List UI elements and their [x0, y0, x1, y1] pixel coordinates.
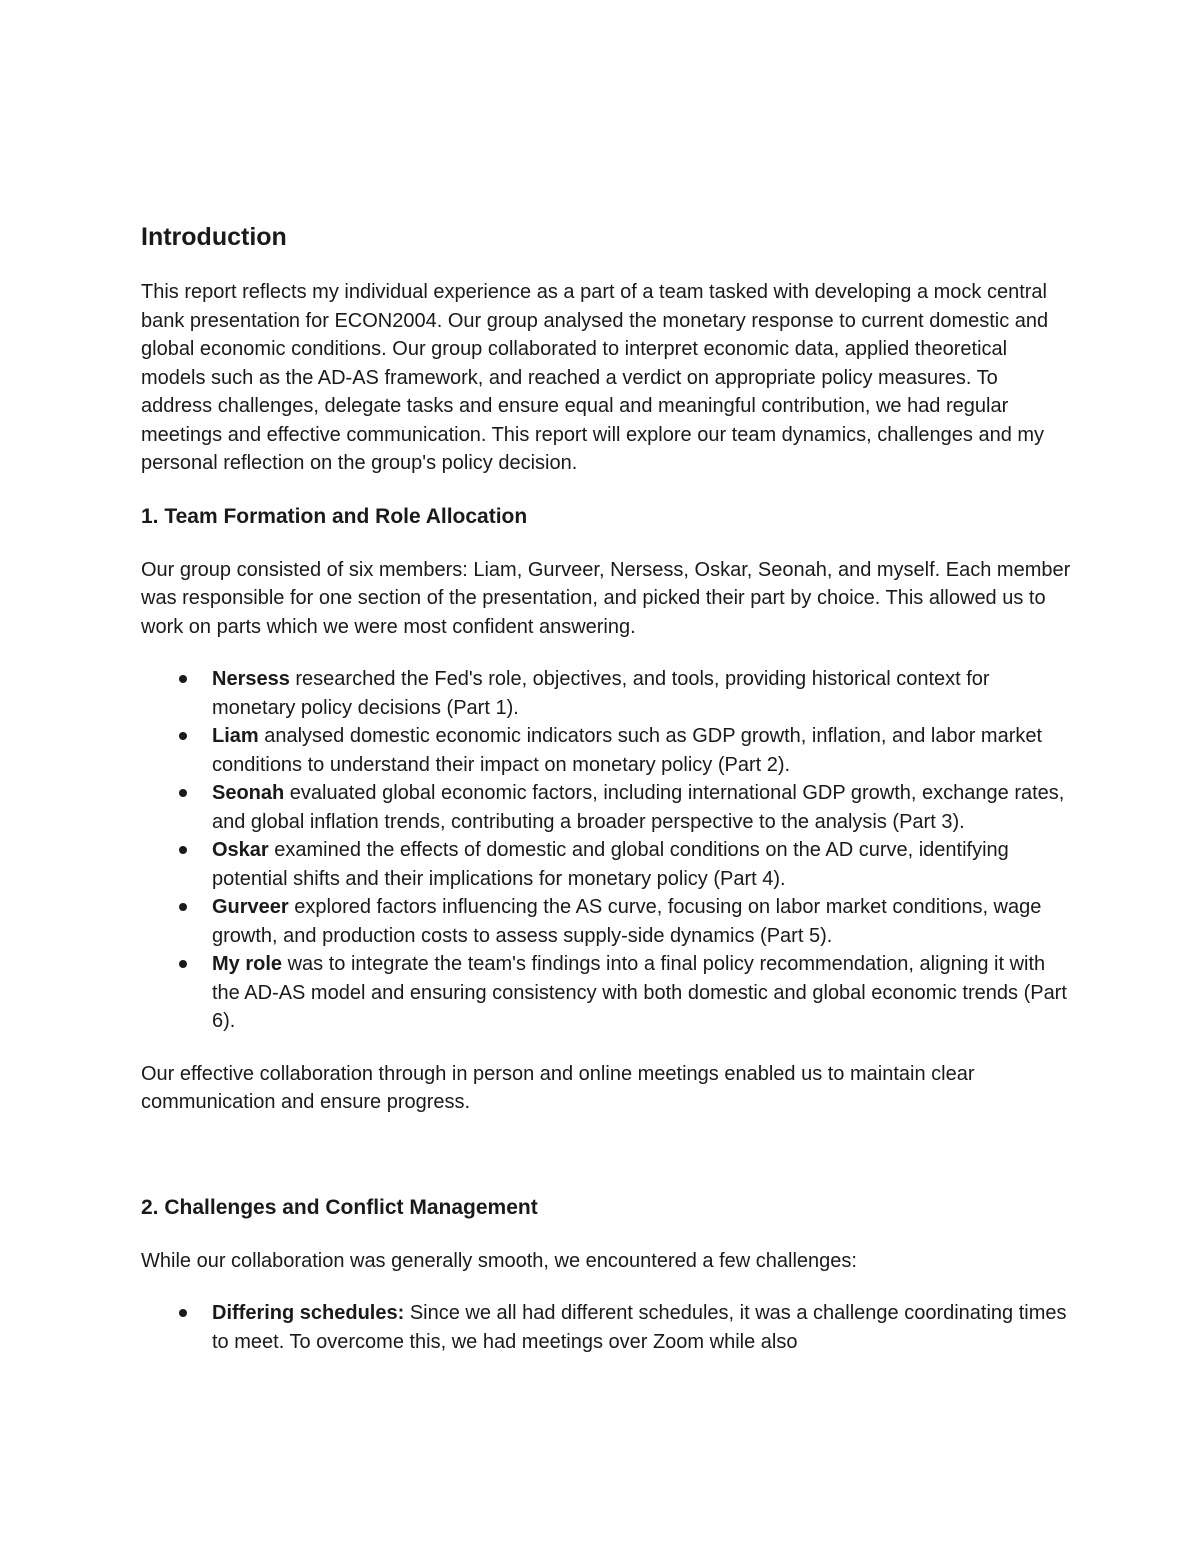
section-1-paragraph: Our group consisted of six members: Liam, Gurveer, Nersess, Oskar, Seonah, and myself. Each member was responsible for one section of the presentation, and picked their part by choice. This allowed us to work on parts which we were most confident answering. — [141, 558, 1071, 638]
document-body — [141, 220, 1071, 1380]
member-description: evaluated global economic factors, including international GDP growth, exchange rates, and global inflation trends, contributing a broader perspective to the analysis (Part 3). — [212, 782, 1065, 833]
list-item — [212, 950, 1071, 1036]
introduction-paragraph: This report reflects my individual experience as a part of a team tasked with developing a mock central bank presentation for ECON2004. Our group analysed the monetary response to current domestic and global economic conditions. Our group collaborated to interpret economic data, applied theoretical models such as the AD-AS framework, and reached a verdict on appropriate policy measures. To address challenges, delegate tasks and ensure equal and meaningful contribution, we had regular meetings and effective communication. This report will explore our team dynamics, challenges and my personal reflection on the group's policy decision. — [141, 281, 1049, 474]
challenge-description: Since we all had different schedules, it was a challenge coordinating times to meet. To overcome this, we had meetings over Zoom while also — [212, 1302, 1067, 1353]
list-item — [212, 722, 1071, 779]
member-description: was to integrate the team's findings into a final policy recommendation, aligning it with the AD-AS model and ensuring consistency with both domestic and global economic trends (Part 6). — [212, 953, 1067, 1032]
bullet-icon — [179, 903, 187, 911]
member-name: Gurveer — [212, 896, 289, 918]
member-name: Oskar — [212, 839, 269, 861]
section-1-closing: Our effective collaboration through in person and online meetings enabled us to maintain clear communication and ensure progress. — [141, 1062, 975, 1113]
section-2-paragraph: While our collaboration was generally smooth, we encountered a few challenges: — [141, 1249, 857, 1272]
bullet-icon — [179, 675, 187, 683]
member-name: Liam — [212, 725, 259, 747]
challenge-name: Differing schedules: — [212, 1302, 405, 1324]
member-name: My role — [212, 953, 283, 975]
bullet-icon — [179, 732, 187, 740]
challenges-list — [141, 1299, 1071, 1356]
member-description: analysed domestic economic indicators such as GDP growth, inflation, and labor market conditions to understand their impact on monetary policy (Part 2). — [212, 725, 1043, 776]
list-item — [212, 893, 1071, 950]
section-1-heading: 1. Team Formation and Role Allocation — [141, 504, 528, 528]
bullet-icon — [179, 960, 187, 968]
section-2-heading: 2. Challenges and Conflict Management — [141, 1195, 538, 1219]
member-description: researched the Fed's role, objectives, and tools, providing historical context for monetary policy decisions (Part 1). — [212, 668, 990, 719]
bullet-icon — [179, 1309, 187, 1317]
list-item — [212, 836, 1071, 893]
role-list — [141, 665, 1071, 1036]
bullet-icon — [179, 789, 187, 797]
member-description: examined the effects of domestic and global conditions on the AD curve, identifying potential shifts and their implications for monetary policy (Part 4). — [212, 839, 1009, 890]
list-item — [212, 665, 1071, 722]
list-item — [212, 779, 1071, 836]
member-description: explored factors influencing the AS curve, focusing on labor market conditions, wage growth, and production costs to assess supply-side dynamics (Part 5). — [212, 896, 1042, 947]
introduction-heading: Introduction — [141, 223, 287, 251]
member-name: Seonah — [212, 782, 285, 804]
bullet-icon — [179, 846, 187, 854]
list-item — [212, 1299, 1071, 1356]
member-name: Nersess — [212, 668, 290, 690]
